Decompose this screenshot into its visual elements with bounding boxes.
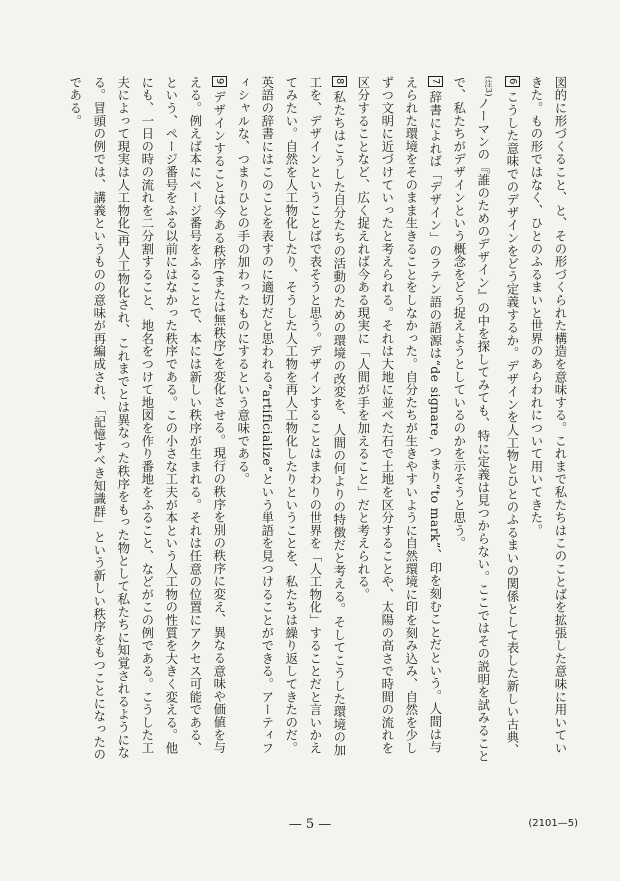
paragraph-number: 8: [333, 78, 345, 85]
paragraph-number: 9: [213, 78, 225, 85]
paragraph-8: [231, 76, 351, 766]
paragraph-number: 6: [507, 78, 518, 85]
paragraph-text: 辞書によれば「デザイン」のラテン語の語源は“de signare, つまり“to mark”、印を刻むことだという。人間は与えられた環境をそのまま生きることをしなかった。自分たちが生きやすいように自然環境に印を刻み込み、自然を少しずつ文明に近づけていったと考えられる。それは大地に並べた石で土地を区分することや、太陽の高さで時間の流れを区分することなど、広く捉えれば今ある現実に「人間が手を加えること」だと考えられる。: [355, 76, 443, 755]
paragraph-text-cont: ノーマンの『誰のためのデザイン』の中を探してみても、特に定義は見つからない。ここではその説明を試みることで、私たちがデザインという概念をどう捉えようとしているのかを示そうと思う。: [451, 76, 491, 763]
paragraph-6: [447, 76, 524, 766]
paragraph-continued: [524, 76, 572, 766]
footnote-marker: (注3): [484, 76, 493, 97]
exam-code: (2101—5): [528, 818, 578, 829]
paragraph-text: 図的に形づくること、と、その形づくられた構造を意味する。これまで私たちはこのことばを拡張した意味に用いていきた。もの形ではなく、ひとのふるまいと世界のあらわれについて用いてきた。: [529, 76, 568, 755]
paragraph-number: 7: [429, 78, 441, 85]
page-number: — 5 —: [288, 817, 332, 832]
paragraph-text: こうした意味でのデザインをどう定義するか。デザインを人工物とひとのふるまいの関係として表した新しい古典、: [505, 90, 520, 757]
body-text: [67, 76, 572, 766]
paragraph-7: [351, 76, 447, 766]
paragraph-9: [63, 76, 231, 766]
paragraph-text: 私たちはこうした自分たちの活動のための環境の改変を、人間の何よりの特徴だと考える。そしてこうした環境の加工を、デザインということばで表そうと思う。デザインすることはまわりの世界を「人工物化」することだと言いかえてみたい。自然を人工物化したり、そうした人工物を再人工物化したりということを、私たちは繰り返してきたのだ。英語の辞書にはこのことを表すのに適切だと思われる“artificialize”という単語を見つけることができる。アーティフィシャルな、つまりひとの手の加わったものにするという意味である。: [235, 76, 347, 757]
paragraph-text: デザインすることは今ある秩序(または無秩序)を変化させる。現行の秩序を別の秩序に変え、異なる意味や価値を与える。例えば本にページ番号をふることで、本には新しい秩序が生まれる。それは任意の位置にアクセス可能である、という、ページ番号をふる以前にはなかった秩序である。この小さな工夫が本という人工物の性質を大きく変える。他にも、一日の時の流れを二分割すること、地名をつけて地図を作り番地をふること、などがこの例である。こうした工夫によって現実は人工物化/再人工物化され、これまでとは異なった秩序をもった物として私たちに知覚されるようになる。冒頭の例では、講義というものの意味が再編成され、「記憶すべき知識群」という新しい秩序をもつことになったのである。: [67, 76, 227, 761]
